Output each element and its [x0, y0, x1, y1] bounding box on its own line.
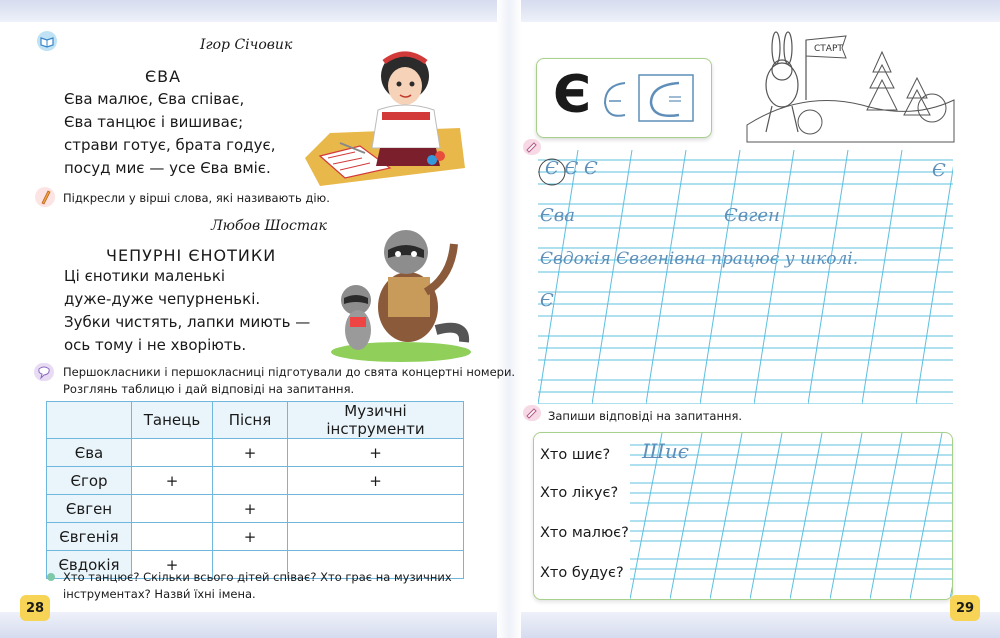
writing-hand-icon-2	[522, 404, 542, 426]
table-row	[47, 439, 464, 467]
question-4: Хто будує?	[540, 565, 624, 581]
task2-text	[63, 364, 515, 398]
table-cell: +	[288, 467, 464, 495]
poem-line: Зубки чистять, лапки миють —	[64, 313, 311, 331]
girl-embroidering-illustration	[300, 48, 468, 192]
table-row	[47, 467, 464, 495]
task3-line: інструментах? Назви́ їхні імена.	[63, 587, 256, 601]
printed-letter: Є	[553, 65, 592, 125]
poem-line: посуд миє — усе Єва вміє.	[64, 159, 271, 177]
poem2-title: ЧЕПУРНІ ЄНОТИКИ	[106, 246, 277, 265]
cursive-letters-sample	[599, 71, 703, 127]
page-number-left: 28	[20, 595, 50, 621]
table-cell-name: Євген	[47, 495, 132, 523]
table-header-cell: Пісня	[213, 402, 288, 439]
question-1: Хто шиє?	[540, 447, 611, 463]
poem-line: Єва танцює і вишиває;	[64, 113, 244, 131]
table-cell	[132, 495, 213, 523]
pencil-icon	[34, 186, 56, 212]
flag-text: СТАРТ	[814, 44, 843, 54]
table-cell: +	[213, 439, 288, 467]
task2-line: Розглянь таблицю і дай відповіді на запитання.	[63, 382, 355, 396]
poem1-author: Ігор Січовик	[200, 37, 293, 53]
table-cell: +	[132, 467, 213, 495]
poem-line: дуже-дуже чепурненькі.	[64, 290, 261, 308]
table-header-cell: Музичні інструменти	[288, 402, 464, 439]
question-3: Хто малює?	[540, 525, 629, 541]
table-header-cell: Танець	[132, 402, 213, 439]
table-cell-name: Євгенія	[47, 523, 132, 551]
copy-row1-end: Є	[932, 160, 946, 181]
start-line-illustration	[742, 30, 957, 149]
task4-text: Запиши відповіді на запитання.	[548, 409, 743, 423]
answer-sample: Шиє	[642, 439, 689, 463]
table-cell: +	[132, 551, 213, 579]
copy-row1: Є Є Є	[545, 158, 598, 179]
answers-card	[533, 432, 953, 600]
book-read-icon	[36, 30, 58, 56]
copy-row4: Є	[540, 290, 554, 311]
table-header-cell	[47, 402, 132, 439]
table-row	[47, 523, 464, 551]
task3-line: Хто танцює? Скільки всього дітей співає? Хто грає на музичних	[63, 570, 452, 584]
table-cell: +	[288, 439, 464, 467]
poem-line: Єва малює, Єва співає,	[64, 90, 245, 108]
table-cell-name: Єгор	[47, 467, 132, 495]
table-cell	[132, 439, 213, 467]
table-cell	[288, 523, 464, 551]
table-header-row	[47, 402, 464, 439]
table-row	[47, 495, 464, 523]
table-cell	[288, 495, 464, 523]
poem1-body	[64, 88, 275, 180]
copybook-practice-area	[538, 150, 953, 408]
table-cell-name: Єва	[47, 439, 132, 467]
task3-text	[63, 569, 452, 603]
task1-text: Підкресли у вірші слова, які називають дію.	[63, 191, 330, 205]
speech-bubble-icon	[33, 362, 55, 386]
copy-word-2: Євген	[724, 205, 780, 226]
poem2-body	[64, 265, 310, 357]
table-cell	[213, 467, 288, 495]
page-gutter	[497, 0, 521, 638]
poem-line: Ці єнотики маленькі	[64, 267, 226, 285]
poem2-author: Любов Шостак	[211, 218, 327, 234]
poem-line: ось тому і не хворіють.	[64, 336, 247, 354]
poem1-title: ЄВА	[145, 67, 182, 86]
task2-line: Першокласники і першокласниці підготували до свята концертні номери.	[63, 365, 516, 379]
table-cell: +	[213, 495, 288, 523]
letter-card	[536, 58, 712, 138]
raccoons-illustration	[326, 222, 471, 366]
table-cell-name: Євдокія	[47, 551, 132, 579]
page-number-right: 29	[950, 595, 980, 621]
bullet-dot	[47, 573, 55, 581]
concert-table	[46, 401, 464, 579]
table-cell	[132, 523, 213, 551]
copy-sentence: Євдокія Євгенівна працює у школі.	[540, 249, 859, 269]
table-cell: +	[213, 523, 288, 551]
poem-line: страви готує, брата годує,	[64, 136, 276, 154]
question-2: Хто лікує?	[540, 485, 619, 501]
copy-word-1: Єва	[540, 205, 575, 226]
